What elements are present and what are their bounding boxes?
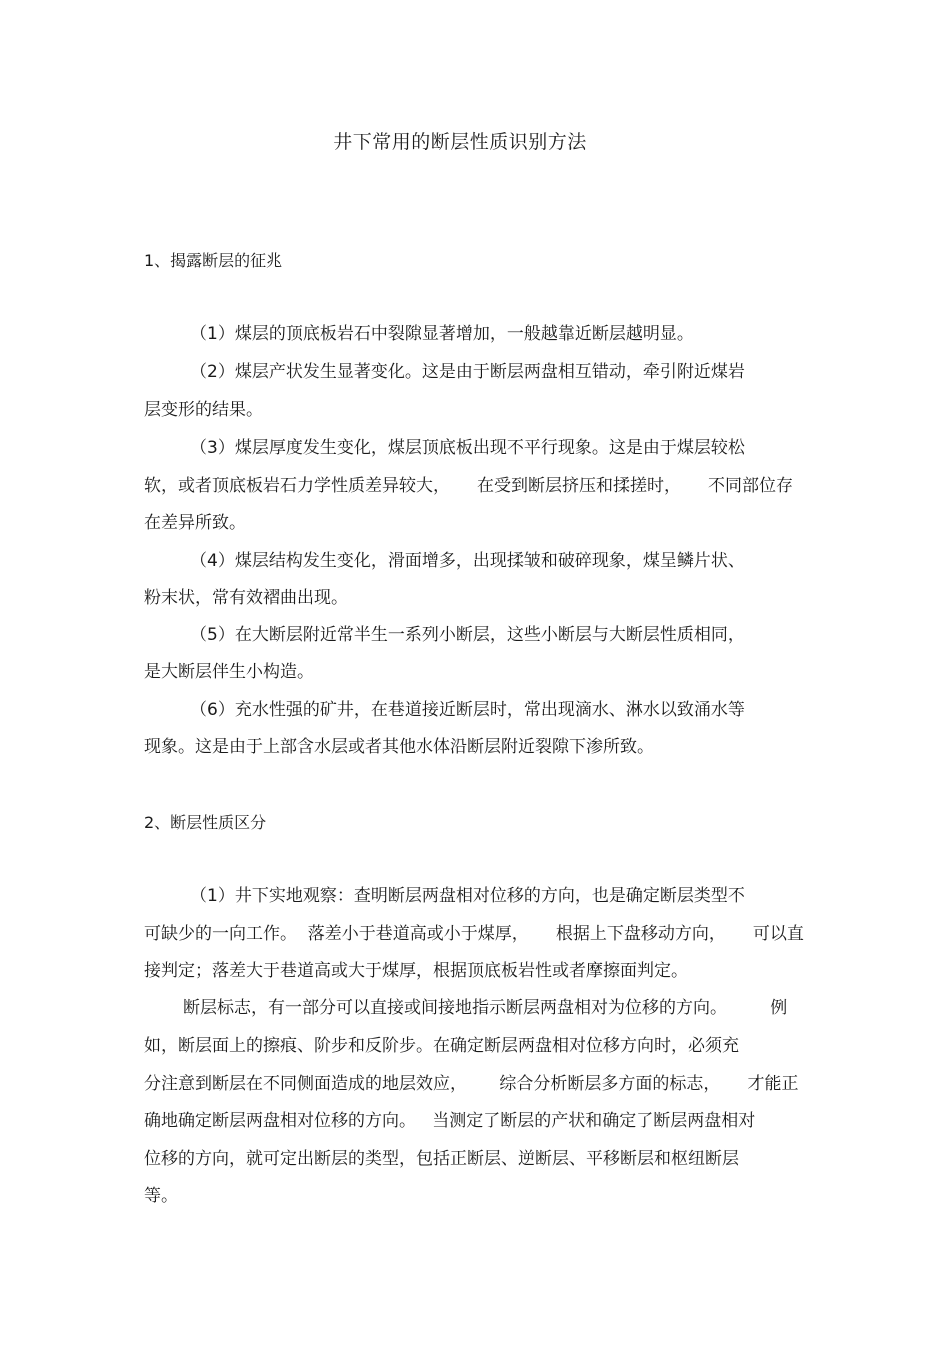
section-heading-1: 1、揭露断层的征兆 <box>144 251 283 270</box>
paragraph-line: 是大断层伴生小构造。 <box>144 662 314 682</box>
paragraph-line: 在差异所致。 <box>144 513 246 533</box>
paragraph-line: 分注意到断层在不同侧面造成的地层效应， 综合分析断层多方面的标志， 才能正 <box>144 1074 799 1094</box>
paragraph-line: 可缺少的一向工作。 落差小于巷道高或小于煤厚， 根据上下盘移动方向， 可以直 <box>144 924 804 944</box>
paragraph-line: 层变形的结果。 <box>144 400 263 420</box>
paragraph-line: 粉末状，常有效褶曲出现。 <box>144 588 348 608</box>
paragraph-line: 确地确定断层两盘相对位移的方向。 当测定了断层的产状和确定了断层两盘相对 <box>144 1111 756 1131</box>
paragraph-line: （2）煤层产状发生显著变化。这是由于断层两盘相互错动，牵引附近煤岩 <box>190 362 745 382</box>
paragraph-line: 软，或者顶底板岩石力学性质差异较大， 在受到断层挤压和揉搓时， 不同部位存 <box>144 476 794 496</box>
paragraph-line: （5）在大断层附近常半生一系列小断层，这些小断层与大断层性质相同， <box>190 625 745 645</box>
paragraph-line: 如，断层面上的擦痕、阶步和反阶步。在确定断层两盘相对位移方向时，必须充 <box>144 1036 739 1056</box>
paragraph-line: 现象。这是由于上部含水层或者其他水体沿断层附近裂隙下渗所致。 <box>144 737 654 757</box>
paragraph-line: （4）煤层结构发生变化，滑面增多，出现揉皱和破碎现象，煤呈鳞片状、 <box>190 551 745 571</box>
paragraph-line: （1）煤层的顶底板岩石中裂隙显著增加，一般越靠近断层越明显。 <box>190 324 694 344</box>
paragraph-line: （3）煤层厚度发生变化，煤层顶底板出现不平行现象。这是由于煤层较松 <box>190 438 745 458</box>
paragraph-line: 接判定；落差大于巷道高或大于煤厚，根据顶底板岩性或者摩擦面判定。 <box>144 961 688 981</box>
document-title: 井下常用的断层性质识别方法 <box>333 131 587 153</box>
paragraph-line: 位移的方向，就可定出断层的类型，包括正断层、逆断层、平移断层和枢纽断层 <box>144 1149 739 1169</box>
paragraph-line: 断层标志，有一部分可以直接或间接地指示断层两盘相对为位移的方向。 例 <box>183 998 788 1018</box>
paragraph-line: （1）井下实地观察：查明断层两盘相对位移的方向，也是确定断层类型不 <box>190 886 745 906</box>
paragraph-line: （6）充水性强的矿井，在巷道接近断层时，常出现滴水、淋水以致涌水等 <box>190 700 745 720</box>
paragraph-line: 等。 <box>144 1186 178 1206</box>
section-heading-2: 2、断层性质区分 <box>144 813 267 832</box>
